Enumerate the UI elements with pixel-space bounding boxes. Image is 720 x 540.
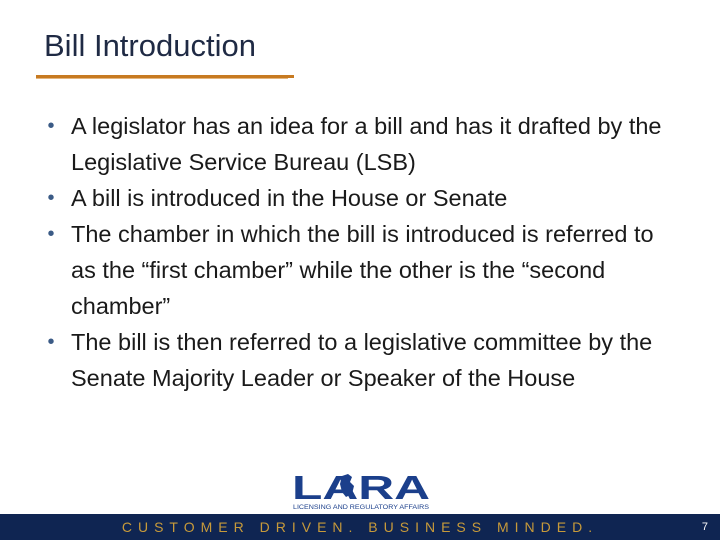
bullet-list bbox=[44, 108, 684, 396]
bullet-text: A bill is introduced in the House or Senate bbox=[71, 185, 508, 211]
page-number: 7 bbox=[701, 521, 708, 533]
bullet-marker: • bbox=[47, 115, 55, 137]
bullet-item bbox=[44, 108, 684, 180]
bullet-item bbox=[44, 324, 684, 396]
bullet-text: A legislator has an idea for a bill and has it drafted by the Legislative Service Bureau (LSB) bbox=[71, 113, 662, 175]
logo-subtitle: LICENSING AND REGULATORY AFFAIRS bbox=[293, 505, 429, 511]
bullet-item bbox=[44, 216, 684, 324]
footer-tagline: CUSTOMER DRIVEN. BUSINESS MINDED. bbox=[121, 519, 599, 535]
title-underline-shadow bbox=[36, 78, 288, 79]
bullet-marker: • bbox=[47, 187, 55, 209]
title-underline-tick bbox=[286, 75, 294, 78]
bullet-text: The chamber in which the bill is introduced is referred to as the “first chamber” while the other is the “second chamber” bbox=[71, 221, 654, 319]
bullet-text: The bill is then referred to a legislative committee by the Senate Majority Leader or Speaker of the House bbox=[71, 329, 653, 391]
bullet-item bbox=[44, 180, 684, 216]
logo-wordmark: LARA bbox=[292, 470, 430, 506]
bullet-marker: • bbox=[47, 331, 55, 353]
slide-title: Bill Introduction bbox=[44, 28, 256, 63]
bullet-marker: • bbox=[47, 223, 55, 245]
lara-logo bbox=[290, 470, 432, 512]
